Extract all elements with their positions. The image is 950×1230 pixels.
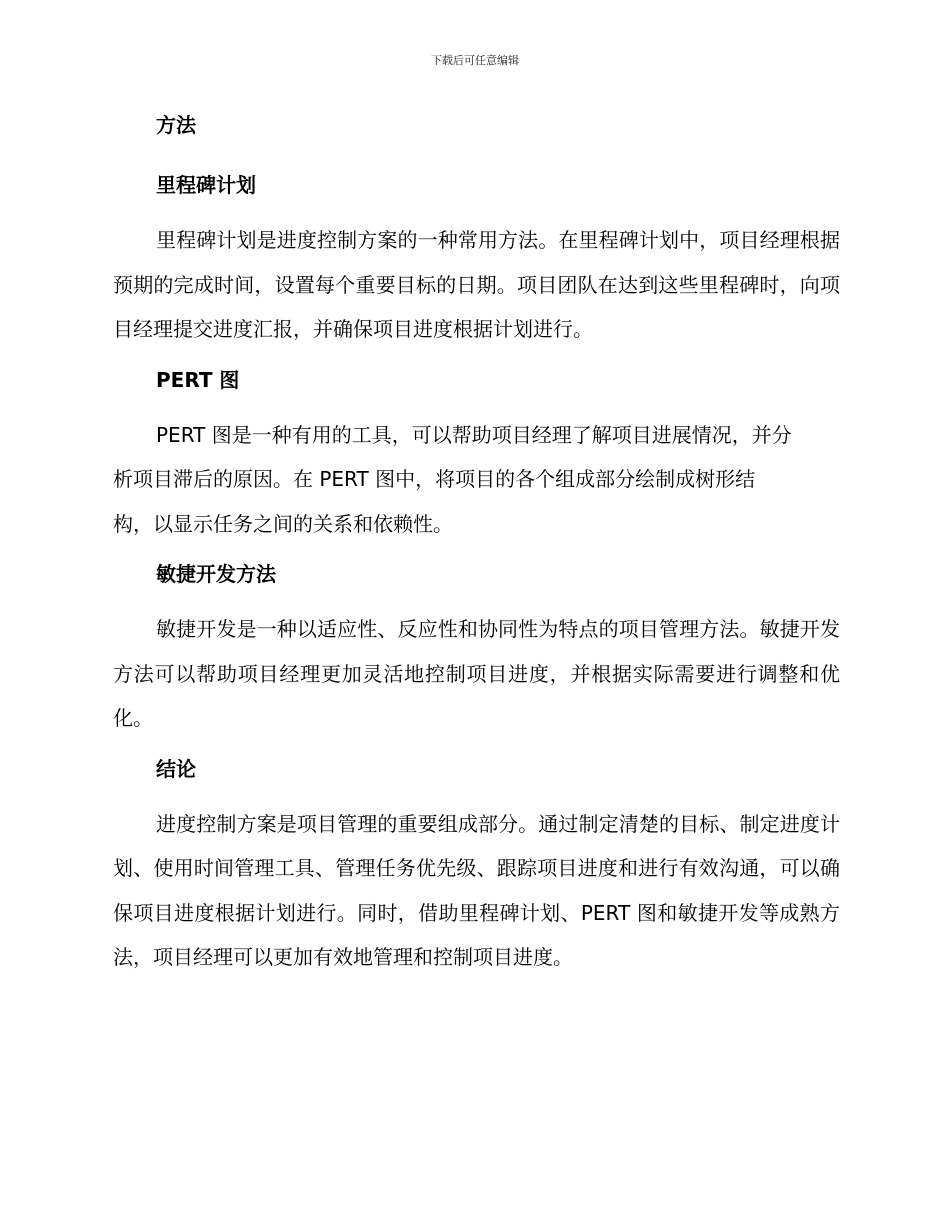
paragraph-pert-line: 析项目滞后的原因。在 PERT 图中，将项目的各个组成部分绘制成树形结 xyxy=(113,467,756,491)
section-heading-methods: 方法 xyxy=(156,113,196,137)
section-heading-conclusion: 结论 xyxy=(156,756,196,781)
paragraph-pert-line: 构，以显示任务之间的关系和依赖性。 xyxy=(113,511,453,536)
document-body xyxy=(113,110,840,980)
paragraph-pert-line: PERT 图是一种有用的工具，可以帮助项目经理了解项目进展情况，并分 xyxy=(156,422,792,447)
section-heading-agile: 敏捷开发方法 xyxy=(156,562,276,586)
paragraph-milestone: 里程碑计划是进度控制方案的一种常用方法。在里程碑计划中，项目经理根据预期的完成时间，设置每个重要目标的日期。项目团队在达到这些里程碑时，向项目经理提交进度汇报，并确保项目进度根据计划进行。 xyxy=(113,228,840,341)
page-header-note: 下载后可任意编辑 xyxy=(431,54,519,67)
paragraph-conclusion: 进度控制方案是项目管理的重要组成部分。通过制定清楚的目标、制定进度计划、使用时间管理工具、管理任务优先级、跟踪项目进度和进行有效沟通，可以确保项目进度根据计划进行。同时，借助里程碑计划、PERT 图和敏捷开发等成熟方法，项目经理可以更加有效地管理和控制项目进度。 xyxy=(113,811,840,969)
paragraph-agile: 敏捷开发是一种以适应性、反应性和协同性为特点的项目管理方法。敏捷开发方法可以帮助项目经理更加灵活地控制项目进度，并根据实际需要进行调整和优化。 xyxy=(113,617,840,730)
paragraph-pert xyxy=(113,413,840,547)
section-heading-pert: PERT 图 xyxy=(156,367,240,392)
section-heading-milestone: 里程碑计划 xyxy=(156,173,256,197)
